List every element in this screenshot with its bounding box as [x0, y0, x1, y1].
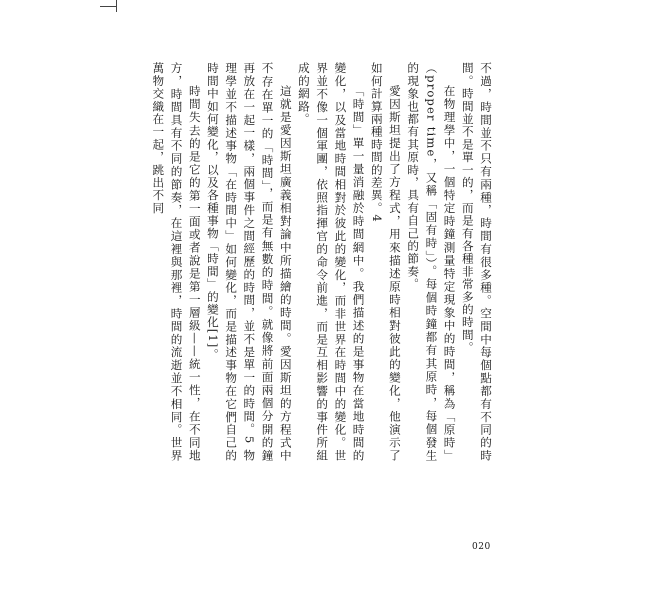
- page-number: 020: [472, 542, 491, 552]
- paragraph-2: 在物理學中，一個特定時鐘測量特定現象中的時間，稱為「原時」（proper time，又稱「固有時」）。每個時鐘都有其原時，每個發生的現象也都有其原時，具有自己的節奏。: [406, 62, 457, 462]
- paragraph-1: 不過，時間並不只有兩種，時間有很多種。空間中每個點都有不同的時間。時間並不是單一的，而是有各種非常多的時間。: [460, 62, 493, 462]
- paragraph-4: 「時間」單一量消融於時間網中。我們描述的是事物在當地時間的變化，以及當地時間相對於彼此的變化，而非世界在時間中的變化。世界並不像一個軍團，依照指揮官的命令前進，而是互相影響的事件所組成的網路。: [296, 62, 366, 462]
- page-body-text: [151, 62, 495, 462]
- crop-mark-horizontal: [100, 6, 116, 7]
- crop-mark-vertical: [116, 0, 117, 12]
- paragraph-3: 愛因斯坦提出了方程式，用來描述原時相對彼此的變化，他演示了如何計算兩種時間的差異。4: [369, 62, 402, 462]
- paragraph-6: 時間失去的是它的第一面或者說是第一層級——統一性，在不同地方，時間具有不同的節奏，在這裡與那裡，時間的流逝並不相同。世界萬物交織在一起，跳出不同: [151, 62, 202, 462]
- paragraph-5: 這就是愛因斯坦廣義相對論中所描繪的時間。愛因斯坦的方程式中不存在單一的「時間」，而是有無數的時間。就像將前面兩個分開的鐘再放在一起一樣，兩個事件之間經歷的時間，並不是單一的時間。5 物理學並不描述事物「在時間中」如何變化，而是描述事物在它們自己的時間中如何變化，以及各種事物「時間」的變化[1]。: [205, 62, 293, 462]
